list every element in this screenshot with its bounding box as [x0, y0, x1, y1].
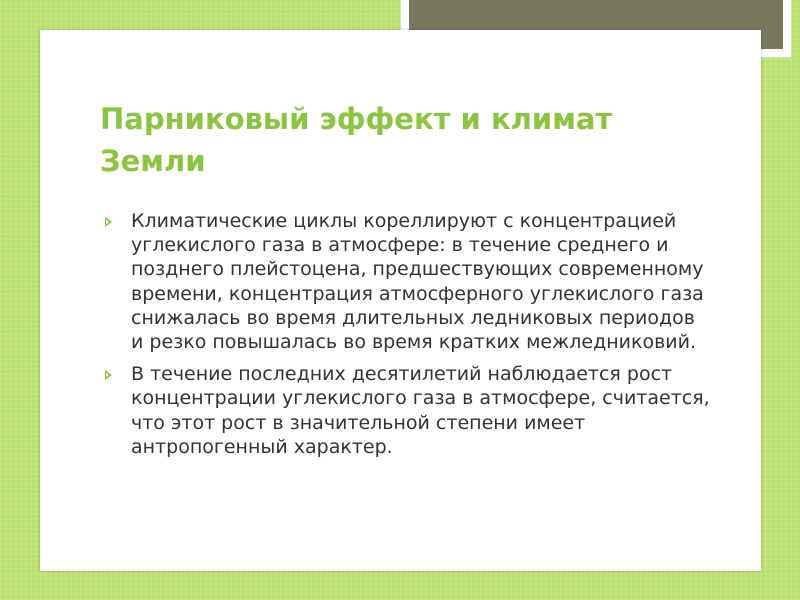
slide-title: Парниковый эффект и климат Земли — [100, 102, 613, 178]
bullet-item — [103, 362, 713, 459]
bullet-text: Климатические циклы кореллируют с концентрацией углекислого газа в атмосфере: в течение среднего и позднего плейстоцена, предшествующих современному времени, концентрация атмосферного углекислого газа снижалась во время длительных ледниковых периодов и резко повышалась во время кратких межледниковий. — [131, 210, 704, 354]
bullet-list — [103, 209, 713, 467]
bullet-item — [103, 209, 713, 354]
bullet-arrow-icon — [105, 370, 112, 380]
bullet-text: В течение последних десятилетий наблюдается рост концентрации углекислого газа в атмосфере, считается, что этот рост в значительной степени имеет антропогенный характер. — [131, 363, 710, 458]
bullet-arrow-icon — [105, 217, 112, 227]
